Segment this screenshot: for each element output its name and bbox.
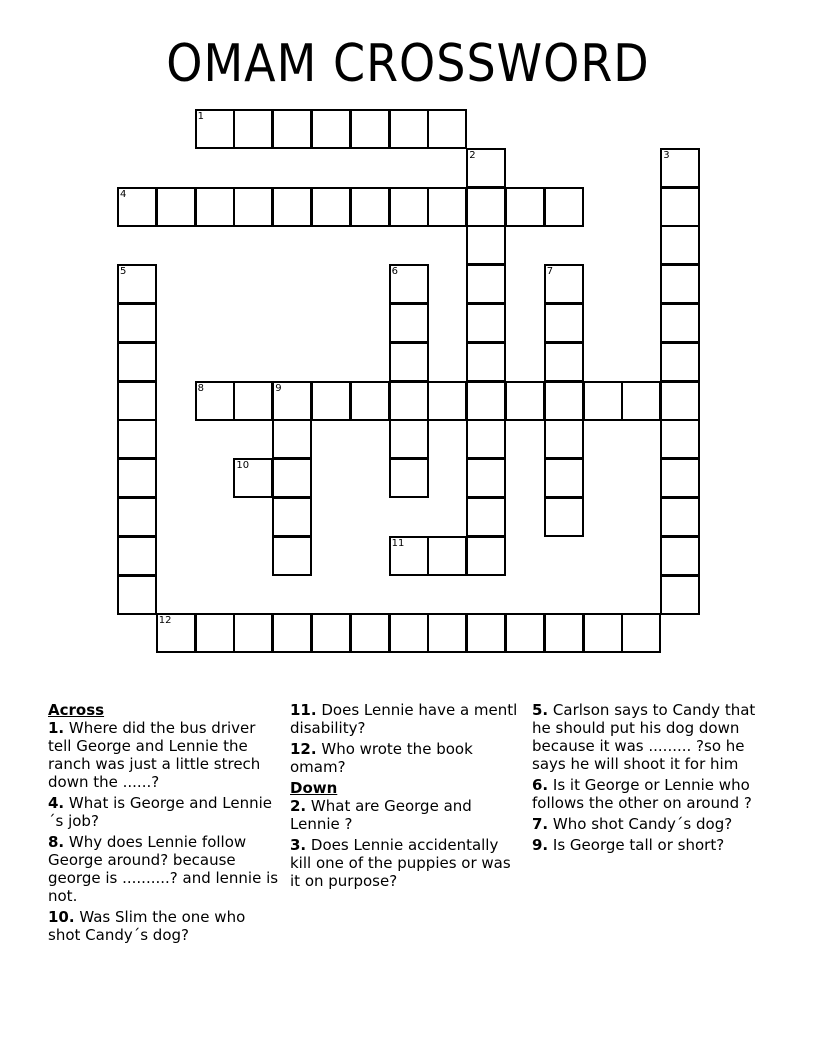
grid-cell[interactable] (544, 381, 584, 421)
grid-cell[interactable] (272, 536, 312, 576)
grid-cell[interactable] (427, 536, 467, 576)
clue-number: 5. (532, 701, 549, 719)
clue-text: Where did the bus driver tell George and Lennie the ranch was just a little strech down the ......? (48, 719, 261, 791)
clue-down-6 (532, 776, 764, 812)
clue-text: Does Lennie have a mentl disability? (290, 701, 518, 737)
grid-cell[interactable] (195, 187, 235, 227)
page-title: OMAM CROSSWORD (166, 32, 650, 94)
grid-cell[interactable] (389, 536, 429, 576)
grid-cell[interactable] (272, 497, 312, 537)
clue-across-4 (48, 794, 280, 830)
clue-number: 4. (48, 794, 65, 812)
grid-cell[interactable] (583, 381, 623, 421)
grid-cell[interactable] (311, 381, 351, 421)
grid-cell[interactable] (466, 225, 506, 265)
clue-number: 11. (290, 701, 317, 719)
clue-number: 1. (48, 719, 65, 737)
grid-cell[interactable] (389, 187, 429, 227)
grid-cell[interactable] (544, 613, 584, 653)
grid-cell[interactable] (660, 419, 700, 459)
cell-number: 8 (197, 382, 204, 394)
grid-cell[interactable] (660, 575, 700, 615)
grid-cell[interactable] (117, 419, 157, 459)
grid-cell[interactable] (466, 419, 506, 459)
grid-cell[interactable] (350, 109, 390, 149)
clue-text: Who shot Candy´s dog? (552, 815, 733, 833)
grid-cell[interactable] (117, 303, 157, 343)
grid-cell[interactable] (389, 381, 429, 421)
clues-column-3 (532, 701, 764, 857)
grid-cell[interactable] (544, 342, 584, 382)
cell-number: 12 (158, 615, 172, 627)
grid-cell[interactable] (466, 148, 506, 188)
clue-text: Why does Lennie follow George around? because george is ..........? and lennie is not. (48, 833, 279, 905)
grid-cell[interactable] (272, 613, 312, 653)
grid-cell[interactable] (389, 419, 429, 459)
clue-text: Is it George or Lennie who follows the other on around ? (532, 776, 752, 812)
grid-cell[interactable] (117, 264, 157, 304)
grid-cell[interactable] (350, 381, 390, 421)
grid-cell[interactable] (156, 613, 196, 653)
grid-cell[interactable] (660, 264, 700, 304)
clue-number: 8. (48, 833, 65, 851)
grid-cell[interactable] (389, 264, 429, 304)
clue-number: 9. (532, 836, 549, 854)
clue-text: Who wrote the book omam? (290, 740, 473, 776)
grid-cell[interactable] (660, 187, 700, 227)
cell-number: 9 (275, 382, 282, 394)
grid-cell[interactable] (427, 613, 467, 653)
grid-cell[interactable] (272, 458, 312, 498)
grid-cell[interactable] (505, 381, 545, 421)
grid-cell[interactable] (156, 187, 196, 227)
grid-cell[interactable] (117, 575, 157, 615)
grid-cell[interactable] (466, 536, 506, 576)
grid-cell[interactable] (544, 458, 584, 498)
grid-cell[interactable] (544, 497, 584, 537)
grid-cell[interactable] (544, 303, 584, 343)
clue-across-8 (48, 833, 280, 905)
cell-number: 2 (469, 149, 476, 161)
cell-number: 1 (197, 111, 204, 122)
down-heading: Down (290, 779, 338, 797)
grid-cell[interactable] (466, 303, 506, 343)
across-heading: Across (48, 701, 105, 719)
grid-cell[interactable] (272, 419, 312, 459)
grid-cell[interactable] (660, 303, 700, 343)
clue-across-11 (290, 701, 518, 737)
cell-number: 11 (391, 537, 405, 549)
cell-number: 3 (663, 149, 670, 161)
cell-number: 7 (546, 266, 554, 278)
clue-text: Is George tall or short? (552, 836, 725, 854)
grid-cell[interactable] (466, 342, 506, 382)
grid-cell[interactable] (621, 613, 661, 653)
clue-text: What are George and Lennie ? (290, 797, 472, 833)
grid-cell[interactable] (233, 458, 273, 498)
clue-text: Does Lennie accidentally kill one of the puppies or was it on purpose? (290, 836, 511, 890)
clue-number: 12. (290, 740, 317, 758)
clue-across-1 (48, 719, 280, 791)
grid-cell[interactable] (544, 187, 584, 227)
clue-down-9 (532, 836, 764, 854)
grid-cell[interactable] (117, 381, 157, 421)
grid-cell[interactable] (660, 458, 700, 498)
grid-cell[interactable] (350, 187, 390, 227)
grid-cell[interactable] (466, 264, 506, 304)
grid-cell[interactable] (466, 613, 506, 653)
grid-cell[interactable] (117, 536, 157, 576)
grid-cell[interactable] (544, 264, 584, 304)
grid-cell[interactable] (427, 109, 467, 149)
clue-down-2 (290, 797, 518, 833)
cell-number: 4 (120, 188, 127, 200)
grid-cell[interactable] (466, 187, 506, 227)
clue-number: 7. (532, 815, 549, 833)
grid-cell[interactable] (660, 225, 700, 265)
grid-cell[interactable] (233, 613, 273, 653)
clues-column-1 (48, 701, 280, 947)
grid-cell[interactable] (311, 187, 351, 227)
grid-cell[interactable] (427, 381, 467, 421)
grid-cell[interactable] (233, 109, 273, 149)
grid-cell[interactable] (505, 613, 545, 653)
clue-text: Carlson says to Candy that he should put his dog down because it was ......... ?so he says he will shoot it for him (532, 701, 756, 773)
grid-cell[interactable] (660, 497, 700, 537)
grid-cell[interactable] (660, 342, 700, 382)
grid-cell[interactable] (660, 536, 700, 576)
grid-cell[interactable] (272, 109, 312, 149)
grid-cell[interactable] (466, 381, 506, 421)
grid-cell[interactable] (233, 187, 273, 227)
grid-cell[interactable] (311, 613, 351, 653)
grid-cell[interactable] (117, 497, 157, 537)
grid-cell[interactable] (466, 458, 506, 498)
clue-number: 2. (290, 797, 307, 815)
grid-cell[interactable] (195, 613, 235, 653)
cell-number: 5 (120, 266, 127, 278)
grid-cell[interactable] (544, 419, 584, 459)
grid-cell[interactable] (117, 458, 157, 498)
grid-cell[interactable] (195, 109, 235, 149)
grid-cell[interactable] (660, 381, 700, 421)
grid-cell[interactable] (272, 187, 312, 227)
clue-across-12 (290, 740, 518, 776)
grid-cell[interactable] (350, 613, 390, 653)
grid-cell[interactable] (660, 148, 700, 188)
clue-down-5 (532, 701, 764, 773)
grid-cell[interactable] (272, 381, 312, 421)
grid-cell[interactable] (389, 613, 429, 653)
grid-cell[interactable] (466, 497, 506, 537)
grid-cell[interactable] (427, 187, 467, 227)
clue-down-7 (532, 815, 764, 833)
grid-cell[interactable] (195, 381, 235, 421)
grid-cell[interactable] (389, 458, 429, 498)
clue-number: 10. (48, 908, 75, 926)
grid-cell[interactable] (117, 342, 157, 382)
grid-cell[interactable] (505, 187, 545, 227)
grid-cell[interactable] (621, 381, 661, 421)
grid-cell[interactable] (389, 303, 429, 343)
clue-text: Was Slim the one who shot Candy´s dog? (48, 908, 246, 944)
clues-column-2 (290, 701, 518, 893)
cell-number: 6 (391, 266, 398, 278)
clue-text: What is George and Lennie´s job? (48, 794, 273, 830)
grid-cell[interactable] (233, 381, 273, 421)
clue-down-3 (290, 836, 518, 890)
clue-across-10 (48, 908, 280, 944)
grid-cell[interactable] (389, 342, 429, 382)
grid-cell[interactable] (389, 109, 429, 149)
clue-number: 3. (290, 836, 307, 854)
grid-cell[interactable] (117, 187, 157, 227)
grid-cell[interactable] (311, 109, 351, 149)
grid-cell[interactable] (583, 613, 623, 653)
clue-number: 6. (532, 776, 549, 794)
cell-number: 10 (236, 460, 250, 472)
